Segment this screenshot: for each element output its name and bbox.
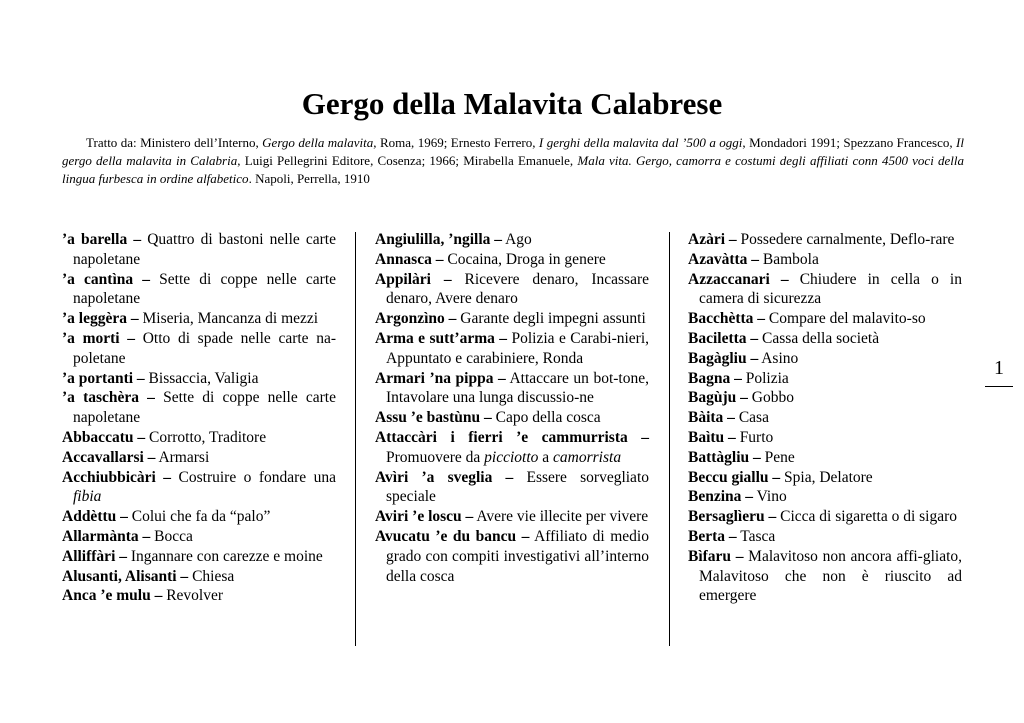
entry-definition <box>131 548 323 565</box>
entry-definition <box>132 508 271 525</box>
entry-definition <box>505 231 532 248</box>
entry-term: Bàita – <box>688 409 735 427</box>
entry-definition <box>739 409 769 426</box>
glossary-entry <box>375 408 649 428</box>
entry-term: Baìtu – <box>688 428 736 446</box>
glossary-entry <box>375 250 649 270</box>
entry-term: Bagàgliu – <box>688 349 759 367</box>
glossary-entry <box>62 448 336 468</box>
text-run: . Napoli, Perrella, 1910 <box>248 171 370 186</box>
text-run: Sette di coppe nelle carte napoletane <box>73 389 336 427</box>
text-run: Spia, Delatore <box>784 468 873 486</box>
glossary-entry <box>688 309 962 329</box>
entry-term: Bacchètta – <box>688 310 766 328</box>
glossary-entry <box>688 388 962 408</box>
entry-term: Arma e sutt’arma – <box>375 329 508 347</box>
entry-definition <box>496 409 601 426</box>
entry-definition <box>765 449 795 466</box>
glossary-entry <box>688 428 962 448</box>
text-run: Malavitoso non ancora affi-gliato, Malavitoso che non è riuscito ad emergere <box>699 547 963 605</box>
text-run: Attaccare un bot-tone, Intavolare una lunga discussio-ne <box>386 369 649 407</box>
glossary-entry <box>688 487 962 507</box>
glossary-entry <box>62 468 336 508</box>
entry-definition <box>769 310 926 327</box>
entry-definition <box>752 389 794 406</box>
glossary-entry <box>688 408 962 428</box>
entry-term: Assu ’e bastùnu – <box>375 409 492 427</box>
text-run: Bissaccia, Valigia <box>148 369 259 387</box>
entry-definition <box>740 528 775 545</box>
entry-definition <box>762 330 879 347</box>
text-run: Ricevere denaro, Incassare denaro, Avere denaro <box>386 270 650 308</box>
text-run: Sette di coppe nelle carte napoletane <box>73 270 337 308</box>
glossary-column-1 <box>62 230 336 606</box>
glossary-entry <box>688 329 962 349</box>
column-divider <box>669 232 670 646</box>
entry-term: Appilàri – <box>375 270 452 288</box>
text-run: Bambola <box>762 250 819 268</box>
text-run: , Mondadori 1991; Spezzano Francesco, <box>742 135 957 150</box>
text-run: Quattro di bastoni nelle carte napoletane <box>73 231 336 268</box>
entry-term: Avucatu ’e du bancu – <box>375 527 530 545</box>
text-run: Tasca <box>740 527 776 545</box>
entry-definition <box>761 350 798 367</box>
glossary-entry <box>688 369 962 389</box>
glossary-entry <box>688 250 962 270</box>
entry-term: Bagna – <box>688 369 742 387</box>
entry-term: Armari ’na pippa – <box>375 369 506 387</box>
text-run: Ago <box>505 231 532 248</box>
entry-term: Berta – <box>688 527 737 545</box>
text-run: Cassa della società <box>762 329 880 347</box>
glossary-entry <box>62 586 336 606</box>
entry-term: Acchiubbicàri – <box>62 468 172 486</box>
entry-term: ’a cantìna – <box>62 270 151 288</box>
italic-text: picciotto <box>484 448 539 466</box>
entry-term: Aviri ’e loscu – <box>375 508 474 526</box>
entry-term: Annasca – <box>375 250 444 268</box>
entry-definition <box>740 429 774 446</box>
column-divider <box>355 232 356 646</box>
text-run: Ingannare con carezze e moine <box>130 547 323 565</box>
entry-term: Abbaccatu – <box>62 428 146 446</box>
entry-term: Avìri ’a sveglia – <box>375 468 514 486</box>
entry-definition <box>166 587 223 604</box>
entry-term: Anca ’e mulu – <box>62 587 163 605</box>
text-run: Bocca <box>154 527 193 545</box>
italic-text: Il gergo della malavita in Calabria <box>62 135 964 168</box>
glossary-entry <box>62 567 336 587</box>
glossary-entry <box>62 329 336 369</box>
glossary-entry <box>62 527 336 547</box>
entry-term: Bagùju – <box>688 389 748 407</box>
text-run: Chiesa <box>192 567 235 585</box>
entry-term: ’a leggèra – <box>62 310 139 328</box>
text-run: Gobbo <box>751 389 794 407</box>
text-run: Compare del malavito-so <box>768 310 926 328</box>
entry-definition <box>158 449 209 466</box>
glossary-entry <box>688 448 962 468</box>
entry-term: Baciletta – <box>688 329 759 347</box>
text-run: Promuovere da <box>386 448 485 466</box>
text-run: , Roma, 1969; Ernesto Ferrero, <box>373 135 539 150</box>
entry-term: Alusanti, Alisanti – <box>62 567 189 585</box>
entry-definition <box>154 528 193 545</box>
entry-definition <box>763 251 819 268</box>
glossary-entry <box>62 309 336 329</box>
entry-term: Battàgliu – <box>688 448 761 466</box>
glossary-entry <box>62 369 336 389</box>
entry-term: Bersaglìeru – <box>688 508 777 526</box>
text-run: , Luigi Pellegrini Editore, Cosenza; 1966; Mirabella Emanuele, <box>237 153 578 168</box>
italic-text: Gergo della malavita <box>262 135 374 150</box>
entry-term: ’a portanti – <box>62 369 145 387</box>
italic-text: I gerghi della malavita dal ’500 a oggi <box>538 135 743 150</box>
glossary-entry <box>688 547 962 606</box>
entry-term: Allarmànta – <box>62 527 151 545</box>
glossary-entry <box>62 388 336 428</box>
entry-definition <box>192 568 234 585</box>
glossary-entry <box>688 507 962 527</box>
text-run: a <box>538 448 554 466</box>
entry-term: Bìfaru – <box>688 547 744 565</box>
entry-term: Alliffàri – <box>62 547 127 565</box>
entry-definition <box>149 429 266 446</box>
glossary-entry <box>62 547 336 567</box>
glossary-entry <box>688 468 962 488</box>
entry-definition <box>780 508 957 525</box>
entry-definition <box>476 508 648 525</box>
text-run: Polizia e Carabi-nieri, Appuntato e carabiniere, Ronda <box>386 329 650 367</box>
entry-definition <box>149 370 259 387</box>
text-run: Tratto da: Ministero dell’Interno, <box>86 135 263 150</box>
text-run: Possedere carnalmente, Deflo-rare <box>740 231 955 248</box>
entry-term: ’a morti – <box>62 329 136 347</box>
text-run: Garante degli impegni assunti <box>460 310 646 328</box>
text-run: Costruire o fondare una <box>178 468 336 486</box>
entry-term: ’a barella – <box>62 231 142 248</box>
text-run: Essere sorvegliato speciale <box>386 468 649 506</box>
glossary-column-2 <box>375 230 649 586</box>
entry-definition <box>386 449 621 466</box>
entry-term: Azàri – <box>688 231 737 248</box>
text-run: Revolver <box>166 587 224 605</box>
text-run: Colui che fa da “palo” <box>131 508 271 526</box>
entry-term: Azavàtta – <box>688 250 760 268</box>
glossary-entry <box>375 270 649 310</box>
text-run: Miseria, Mancanza di mezzi <box>142 310 319 328</box>
entry-term: Angiulilla, ’ngilla – <box>375 231 503 248</box>
glossary-entry <box>375 230 649 250</box>
text-run: Cocaina, Droga in genere <box>447 250 606 268</box>
entry-definition <box>746 370 789 387</box>
glossary-column-3 <box>688 230 962 606</box>
text-run: Chiudere in cella o in camera di sicurezza <box>699 270 962 308</box>
glossary-entry <box>375 507 649 527</box>
glossary-entry <box>375 369 649 409</box>
glossary-entry <box>688 527 962 547</box>
glossary-entry <box>688 270 962 310</box>
text-run: Avere vie illecite per vivere <box>476 508 649 526</box>
text-run: Asino <box>761 349 799 367</box>
text-run: Otto di spade nelle carte na-poletane <box>73 329 337 367</box>
glossary-entry <box>375 527 649 586</box>
entry-term: Beccu giallu – <box>688 468 781 486</box>
glossary-entry <box>688 349 962 369</box>
entry-definition <box>460 310 646 327</box>
entry-definition <box>757 488 787 505</box>
glossary-entry <box>62 270 336 310</box>
text-run: Polizia <box>745 369 789 387</box>
entry-term: Argonzìno – <box>375 310 457 328</box>
glossary-entry <box>375 468 649 508</box>
text-run: Armarsi <box>158 448 210 466</box>
text-run: Affiliato di medio grado con compiti investigativi all’interno della cosca <box>386 527 649 585</box>
glossary-entry <box>688 230 962 250</box>
text-run: Pene <box>764 448 795 466</box>
entry-definition <box>447 251 605 268</box>
entry-definition <box>142 310 318 327</box>
italic-text: camorrista <box>553 448 622 466</box>
italic-text: Mala vita. Gergo, camorra e costumi degli affiliati conn 4500 voci della lingua furbesca in ordine alfabetico <box>62 153 965 186</box>
text-run: Vino <box>756 488 787 506</box>
text-run: Furto <box>739 428 774 446</box>
text-run: Cicca di sigaretta o di sigaro <box>780 508 958 526</box>
glossary-entry <box>62 428 336 448</box>
entry-term: Accavallarsi – <box>62 448 156 466</box>
entry-definition <box>741 231 955 248</box>
glossary-entry <box>62 230 336 270</box>
glossary-entry <box>375 329 649 369</box>
glossary-entry <box>62 507 336 527</box>
entry-term: Addèttu – <box>62 508 128 526</box>
entry-term: Benzina – <box>688 488 754 506</box>
source-note <box>62 134 964 188</box>
entry-term: ’a taschèra – <box>62 389 155 407</box>
entry-term: Azzaccanari – <box>688 270 789 288</box>
page-title: Gergo della Malavita Calabrese <box>301 86 723 121</box>
glossary-entry <box>375 428 649 468</box>
text-run: Corrotto, Traditore <box>148 428 267 446</box>
page-number: 1 <box>994 357 1004 379</box>
italic-text: fibia <box>73 488 102 506</box>
entry-term: Attaccàri i fierri ’e cammurrista – <box>375 428 649 446</box>
entry-definition <box>784 469 873 486</box>
page-number-rule <box>985 386 1013 387</box>
text-run: Capo della cosca <box>495 409 601 427</box>
glossary-entry <box>375 309 649 329</box>
text-run: Casa <box>738 409 769 427</box>
